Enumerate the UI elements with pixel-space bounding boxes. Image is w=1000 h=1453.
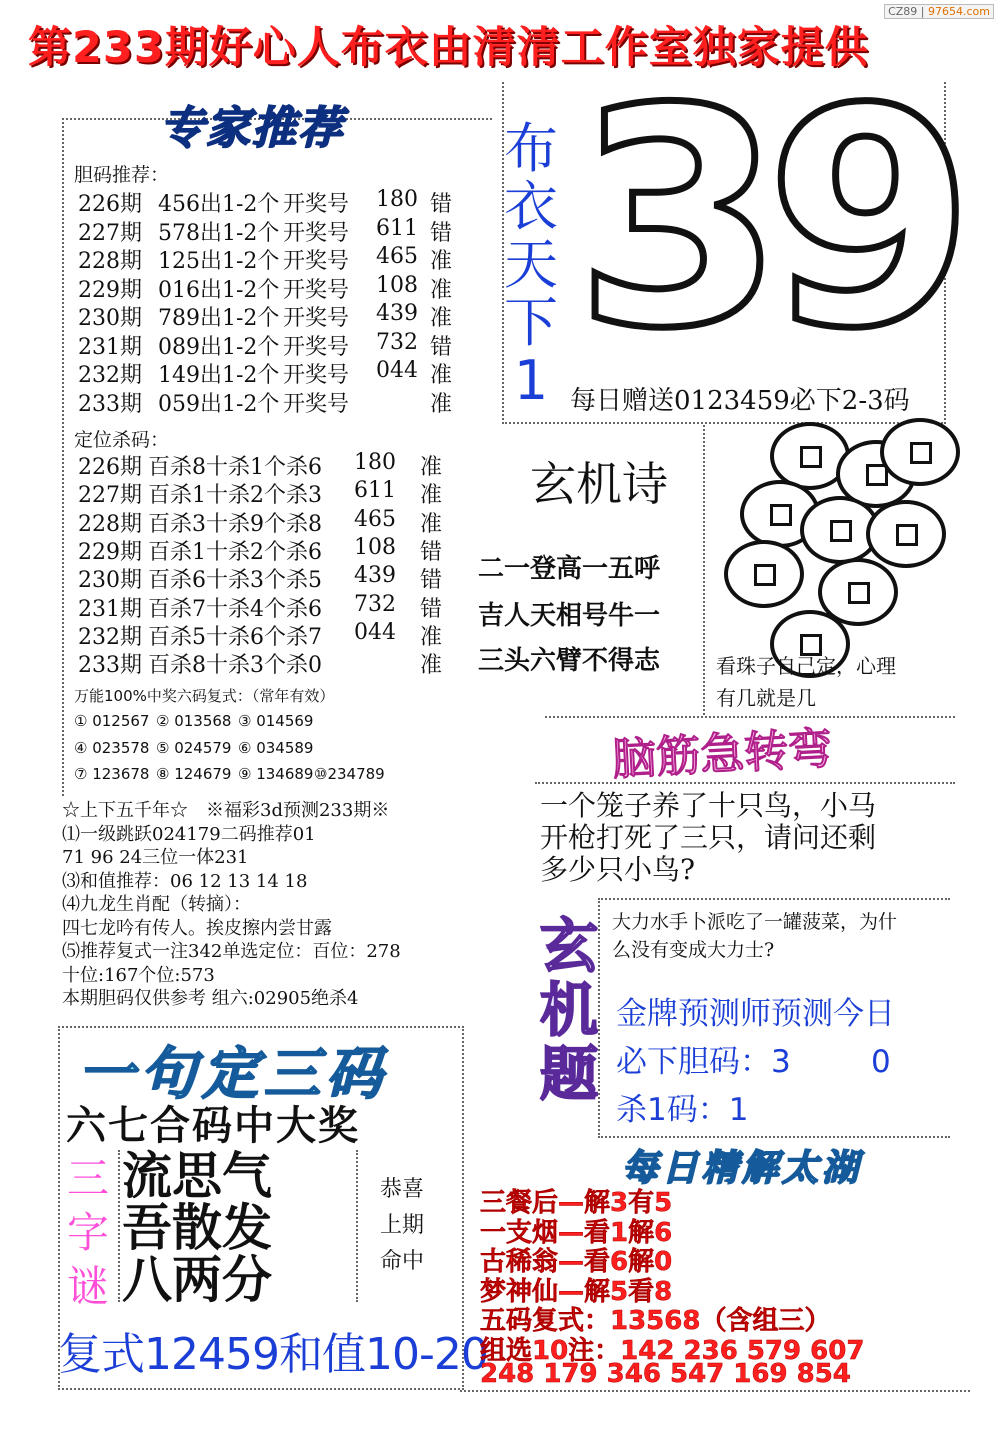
summary-line: 本期胆码仅供参考 组六:02905绝杀4: [62, 988, 359, 1009]
kill-pick: 百杀8十杀3个杀0: [148, 653, 322, 679]
kill-status: 准: [420, 483, 443, 509]
kill-section-label: 定位杀码：: [74, 429, 170, 451]
watermark: CZ89 | 97654.com: [884, 4, 994, 19]
kill-period: 231期: [78, 596, 142, 622]
predict-dan-a: 3: [771, 1044, 791, 1080]
dan-period: 227期: [78, 220, 142, 246]
dan-status: 准: [430, 363, 453, 388]
puzzle-question-line: 么没有变成大力士?: [612, 939, 775, 961]
poem-line: 吉人天相号牛一: [478, 601, 661, 631]
option-item: ⑥ 034589: [238, 738, 314, 757]
predict-title: 金牌预测师预测今日: [616, 996, 895, 1032]
kill-result: 465: [354, 506, 396, 532]
taihu-line: 248 179 346 547 169 854: [480, 1359, 851, 1389]
brain-question: [540, 790, 876, 886]
bottom-divider: [460, 1390, 970, 1392]
dan-label: 开奖号: [283, 363, 350, 388]
option-item: ② 013568: [156, 712, 232, 730]
predict-kill: [616, 1084, 748, 1129]
taihu-line: 古稀翁—看6解0: [480, 1247, 673, 1277]
dan-status: 准: [430, 277, 453, 303]
puzzle-question-line: 大力水手卜派吃了一罐菠菜，为什: [612, 911, 898, 933]
dan-result: 108: [376, 272, 418, 298]
kill-status: 错: [420, 596, 443, 622]
dan-label: 开奖号: [283, 334, 350, 360]
dan-label: 开奖号: [283, 391, 350, 417]
option-item: ⑤ 024579: [156, 738, 232, 757]
dan-period: 228期: [78, 249, 142, 274]
buyi-char: 下: [504, 291, 558, 354]
option-item: ⑩234789: [314, 765, 385, 783]
dan-pick: 089出1-2个: [158, 334, 280, 360]
predict-dan-label: 必下胆码：: [616, 1044, 771, 1080]
poem-line: 三头六臂不得志: [478, 646, 661, 676]
dan-status: 准: [430, 249, 453, 274]
summary-line: 71 96 24三位一体231: [62, 847, 249, 868]
watermark-site: 97654.com: [928, 5, 990, 18]
buyi-char: 布: [504, 117, 558, 180]
summary-line: 四七龙吟有传人。挨皮擦内尝甘露: [62, 917, 332, 939]
compound-text: 复式12459和值10-20: [58, 1329, 488, 1380]
dan-result: 465: [376, 244, 418, 269]
riddle-lines: [122, 1146, 272, 1309]
riddle-line: 流思气: [122, 1146, 272, 1205]
kill-period: 232期: [78, 624, 142, 650]
page-title: 第233期好心人布衣由清清工作室独家提供: [28, 23, 869, 73]
dan-period: 231期: [78, 334, 142, 360]
summary-line: 十位:167个位:573: [62, 964, 215, 986]
dan-result: 439: [376, 301, 418, 326]
kill-status: 准: [420, 624, 443, 650]
dan-status: 准: [430, 391, 453, 417]
option-item: ⑧ 124679: [156, 765, 232, 783]
dan-result: 611: [376, 215, 418, 241]
brain-divider: [535, 782, 955, 784]
options-label: 万能100%中奖六码复式：（常年有效）: [74, 687, 335, 705]
option-item: ③ 014569: [238, 712, 314, 730]
riddle-line: 八两分: [122, 1250, 272, 1309]
congrats-line: 上期: [380, 1213, 425, 1238]
watermark-code: CZ89: [888, 5, 918, 18]
dan-section-label: 胆码推荐：: [74, 164, 170, 186]
summary-line: ☆上下五千年☆ ※福彩3d预测233期※: [62, 800, 390, 821]
kill-result: 044: [354, 619, 396, 645]
dan-result: 180: [376, 187, 418, 212]
big-number: 39: [575, 45, 957, 394]
dan-status: 错: [430, 220, 453, 246]
taihu-title: 每日精解太湖: [622, 1147, 863, 1189]
kill-status: 错: [420, 539, 443, 565]
dan-label: 开奖号: [283, 192, 350, 217]
kill-result: 108: [354, 534, 396, 560]
brain-question-line: 一个笼子养了十只鸟，小马: [540, 789, 877, 822]
predict-dan: [616, 1036, 891, 1081]
kill-pick: 百杀6十杀3个杀5: [148, 568, 322, 594]
poem-line: 二一登高一五呼: [478, 554, 661, 584]
option-item: ⑦ 123678: [74, 765, 150, 783]
dan-pick: 578出1-2个: [158, 220, 280, 246]
predict-kill-value: 1: [728, 1092, 749, 1128]
coin-icon: [724, 540, 804, 608]
poem-title: 玄机诗: [530, 457, 668, 511]
kill-period: 227期: [78, 483, 142, 509]
dan-status: 错: [430, 192, 453, 217]
dan-period: 226期: [78, 192, 142, 217]
dan-status: 准: [430, 306, 453, 331]
kill-pick: 百杀3十杀9个杀8: [148, 511, 322, 537]
kill-period: 233期: [78, 653, 142, 679]
option-item: ⑨ 134689: [238, 765, 314, 783]
taihu-line: 五码复式：13568（含组三）: [480, 1306, 831, 1336]
taihu-line: 梦神仙—解5看8: [480, 1276, 673, 1307]
riddle-label-vertical: [60, 1152, 116, 1314]
kill-status: 准: [420, 455, 443, 480]
taihu-line: 三餐后—解3有5: [480, 1188, 673, 1218]
riddle-line: 吾散发: [122, 1198, 272, 1257]
riddle-label-char: 字: [66, 1208, 109, 1257]
kill-status: 准: [420, 511, 443, 537]
kill-pick: 百杀1十杀2个杀6: [148, 539, 322, 565]
dan-pick: 016出1-2个: [158, 277, 280, 303]
summary-line: ⑷九龙生肖配（转摘）：: [62, 894, 251, 915]
expert-title: 专家推荐: [160, 103, 344, 154]
dan-status: 错: [430, 334, 453, 360]
puzzle-char: 题: [540, 1040, 599, 1108]
predict-dan-b: 0: [871, 1044, 891, 1080]
taihu-line: 一支烟—看1解6: [480, 1217, 673, 1248]
brain-title: 脑筋急转弯: [611, 723, 834, 786]
option-item: ④ 023578: [74, 738, 150, 757]
predict-kill-label: 杀1码：: [616, 1092, 729, 1128]
dan-result: 732: [376, 329, 418, 355]
kill-pick: 百杀7十杀4个杀6: [148, 596, 322, 622]
puzzle-question: [612, 908, 897, 964]
one-line-subtitle: 六七合码中大奖: [66, 1103, 360, 1149]
dan-label: 开奖号: [283, 277, 350, 303]
dan-period: 233期: [78, 391, 142, 417]
dan-pick: 059出1-2个: [158, 391, 280, 417]
kill-period: 226期: [78, 455, 142, 480]
taihu-line: 组选10注：142 236 579 607: [480, 1335, 865, 1366]
kill-pick: 百杀1十杀2个杀3: [148, 483, 322, 509]
dan-period: 232期: [78, 363, 142, 388]
riddle-label-char: 谜: [66, 1262, 109, 1311]
brain-question-line: 多少只小鸟?: [540, 853, 696, 886]
kill-pick: 百杀5十杀6个杀7: [148, 624, 322, 650]
dan-label: 开奖号: [283, 249, 350, 274]
kill-period: 228期: [78, 511, 142, 537]
congrats-line: 命中: [380, 1249, 425, 1274]
brain-question-line: 开枪打死了三只，请问还剩: [540, 821, 877, 854]
dan-period: 230期: [78, 306, 142, 331]
summary-line: ⑴一级跳跃024179二码推荐01: [62, 823, 316, 845]
dan-pick: 789出1-2个: [158, 306, 280, 331]
one-line-title: 一句定三码: [78, 1041, 388, 1107]
riddle-label-char: 三: [66, 1154, 109, 1203]
dan-pick: 149出1-2个: [158, 363, 280, 388]
puzzle-char: 机: [540, 976, 599, 1044]
dan-pick: 125出1-2个: [158, 249, 280, 274]
dan-label: 开奖号: [283, 306, 350, 331]
summary-line: ⑸推荐复式一注342单选定位：百位：278: [62, 941, 401, 962]
dan-pick: 456出1-2个: [158, 192, 280, 217]
summary-line: ⑶和值推荐：06 12 13 14 18: [62, 870, 308, 892]
option-item: ① 012567: [74, 712, 150, 730]
buyi-char: 1: [513, 349, 549, 412]
coin-icon: [866, 500, 946, 568]
congrats-line: 恭喜: [380, 1177, 425, 1202]
puzzle-char: 玄: [540, 912, 599, 980]
gift-text: 每日赠送0123459必下2-3码: [570, 386, 910, 416]
puzzle-vertical: [540, 914, 598, 1106]
kill-period: 230期: [78, 568, 142, 594]
kill-result: 732: [354, 591, 396, 617]
poem-note: [716, 650, 896, 714]
dan-label: 开奖号: [283, 220, 350, 246]
buyi-char: 衣: [504, 175, 558, 238]
kill-status: 错: [420, 568, 443, 594]
coin-icon: [880, 418, 960, 486]
congrats-block: [380, 1172, 424, 1280]
buyi-char: 天: [504, 233, 558, 296]
buyi-vertical: [498, 117, 564, 412]
kill-result: 611: [354, 478, 396, 504]
kill-period: 229期: [78, 539, 142, 565]
dan-period: 229期: [78, 277, 142, 303]
kill-status: 准: [420, 653, 443, 679]
poem-note-line: 有几就是几: [716, 686, 816, 710]
kill-pick: 百杀8十杀1个杀6: [148, 455, 322, 480]
dan-result: 044: [376, 358, 418, 383]
poem-note-line: 看珠子自己定，心理: [716, 654, 896, 678]
kill-result: 180: [354, 450, 396, 475]
kill-result: 439: [354, 563, 396, 589]
